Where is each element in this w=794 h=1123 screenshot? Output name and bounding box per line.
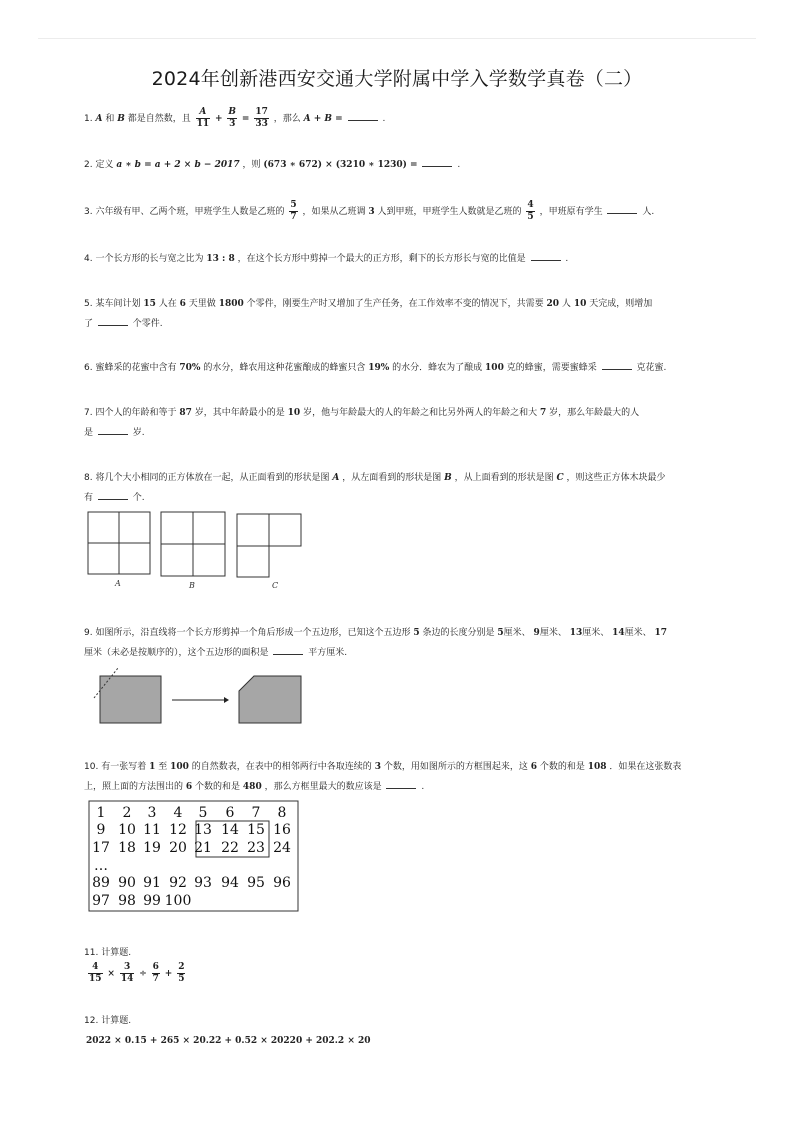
number: 14 bbox=[612, 628, 625, 638]
table-cell: 90 bbox=[118, 875, 136, 891]
table-cell: 20 bbox=[169, 840, 187, 856]
q-number: 1. bbox=[84, 114, 93, 124]
number: 3 bbox=[368, 207, 375, 217]
math-expr: a ∗ b = a + 2 × b − 2017 bbox=[116, 160, 240, 170]
table-cell: 92 bbox=[169, 875, 187, 891]
question-11 bbox=[84, 943, 714, 963]
table-cell: 93 bbox=[194, 875, 212, 891]
number: 480 bbox=[242, 782, 262, 792]
number: 17 bbox=[654, 628, 668, 638]
table-cell: 16 bbox=[273, 822, 291, 838]
q-number: 11. bbox=[84, 948, 99, 958]
question-10-line2 bbox=[84, 777, 714, 797]
page-title: 2024年创新港西安交通大学附属中学入学数学真卷（二） bbox=[151, 68, 643, 90]
q-number: 12. bbox=[84, 1016, 99, 1026]
view-b bbox=[161, 512, 225, 576]
q-text: 有一张写着 bbox=[101, 762, 147, 772]
number: 5 bbox=[413, 628, 420, 638]
q-number: 6. bbox=[84, 363, 93, 373]
question-6 bbox=[84, 358, 714, 378]
q-text: ，则这些正方体木块最少 bbox=[566, 473, 666, 483]
math-expr: (673 ∗ 672) × (3210 ∗ 1230) = bbox=[263, 160, 418, 170]
fig-label-c: C bbox=[272, 581, 279, 590]
q-text: 岁. bbox=[132, 428, 145, 438]
fraction: $\frac{A}{11}$ bbox=[196, 107, 210, 129]
fraction: $\frac{B}{3}$ bbox=[228, 107, 237, 129]
q-text: 的水分．蜂农为了酿成 bbox=[392, 363, 483, 373]
q-text: . bbox=[382, 114, 386, 124]
fraction: $\frac{5}{7}$ bbox=[290, 200, 297, 222]
table-cell: 100 bbox=[164, 893, 192, 909]
q-text: 某车间计划 bbox=[95, 299, 141, 309]
fraction: $\frac{4}{5}$ bbox=[527, 200, 534, 222]
table-cell: 14 bbox=[221, 822, 239, 838]
table-cell: 7 bbox=[251, 805, 261, 821]
question-12-expr: 2022 × 0.15 + 265 × 20.22 + 0.52 × 20220 + 202.2 × 20 bbox=[86, 1036, 371, 1046]
q-text: ，如果从乙班调 bbox=[302, 207, 366, 217]
question-12 bbox=[84, 1011, 714, 1031]
question-7 bbox=[84, 403, 714, 423]
q-text: 一个长方形的长与宽之比为 bbox=[95, 254, 204, 264]
number: 10 bbox=[287, 408, 301, 418]
q-text: 个零件，刚要生产时又增加了生产任务，在工作效率不变的情况下，共需要 bbox=[246, 299, 544, 309]
q-text: 如图所示，沿直线将一个长方形剪掉一个角后形成一个五边形，已知这个五边形 bbox=[95, 628, 411, 638]
number: 87 bbox=[179, 408, 192, 418]
q-text: 个数的和是 bbox=[195, 782, 241, 792]
number: 6 bbox=[530, 762, 537, 772]
q-text: 天里做 bbox=[188, 299, 216, 309]
q-text: ，从上面看到的形状是图 bbox=[454, 473, 554, 483]
number: 7 bbox=[539, 408, 547, 418]
table-cell: 99 bbox=[143, 893, 161, 909]
q-text: . bbox=[565, 254, 569, 264]
q-number: 3. bbox=[84, 207, 93, 217]
q-text: 厘米、 bbox=[624, 628, 652, 638]
q-text: 克花蜜. bbox=[636, 363, 667, 373]
table-cell: 95 bbox=[247, 875, 265, 891]
q-text: 岁，其中年龄最小的是 bbox=[194, 408, 285, 418]
var-b: B bbox=[444, 473, 452, 483]
q-text: 六年级有甲、乙两个班，甲班学生人数是乙班的 bbox=[95, 207, 285, 217]
q-text: ，则 bbox=[242, 160, 261, 170]
q-number: 9. bbox=[84, 628, 93, 638]
number: 13 bbox=[569, 628, 583, 638]
number-table bbox=[88, 800, 300, 914]
var-c: C bbox=[556, 473, 564, 483]
q-text: . bbox=[457, 160, 461, 170]
var-a: A bbox=[332, 473, 340, 483]
fraction: $\frac{2}{5}$ bbox=[178, 962, 185, 984]
ratio: 13 : 8 bbox=[206, 254, 235, 264]
q-text: 蜜蜂采的花蜜中含有 bbox=[95, 363, 177, 373]
table-cell: 9 bbox=[96, 822, 106, 838]
answer-blank[interactable] bbox=[602, 359, 632, 370]
table-cell: 10 bbox=[118, 822, 136, 838]
answer-blank[interactable] bbox=[98, 424, 128, 435]
var-b: B bbox=[117, 114, 125, 124]
answer-blank[interactable] bbox=[386, 778, 416, 789]
q-text: 至 bbox=[158, 762, 168, 772]
table-cell: … bbox=[94, 858, 108, 874]
number: 3 bbox=[374, 762, 381, 772]
question-1 bbox=[84, 107, 714, 130]
q-number: 10. bbox=[84, 762, 99, 772]
number: 19% bbox=[368, 363, 390, 373]
question-2 bbox=[84, 155, 714, 175]
number: 1800 bbox=[218, 299, 244, 309]
q-text: 和 bbox=[105, 114, 115, 124]
q-text: 厘米、 bbox=[582, 628, 610, 638]
table-cell: 94 bbox=[221, 875, 239, 891]
q-text: 厘米、 bbox=[539, 628, 567, 638]
q-text: 平方厘米. bbox=[308, 648, 348, 658]
number: 6 bbox=[185, 782, 193, 792]
table-cell: 6 bbox=[225, 805, 235, 821]
q-number: 4. bbox=[84, 254, 93, 264]
answer-blank[interactable] bbox=[98, 489, 128, 500]
number: 70% bbox=[179, 363, 201, 373]
q-text: 人 bbox=[561, 299, 571, 309]
number: 100 bbox=[485, 363, 504, 373]
question-8-line2 bbox=[84, 488, 714, 508]
q-number: 8. bbox=[84, 473, 93, 483]
q-text: 的自然数表，在表中的相邻两行中各取连续的 bbox=[191, 762, 372, 772]
answer-blank[interactable] bbox=[607, 203, 637, 214]
answer-blank[interactable] bbox=[273, 644, 303, 655]
question-9 bbox=[84, 623, 714, 643]
table-cell: 22 bbox=[221, 840, 239, 856]
q-text: 了 bbox=[84, 319, 94, 329]
number: 10 bbox=[573, 299, 587, 309]
q-text: 人在 bbox=[158, 299, 177, 309]
q-text: ，在这个长方形中剪掉一个最大的正方形，剩下的长方形长与宽的比值是 bbox=[237, 254, 526, 264]
number: 1 bbox=[149, 762, 156, 772]
table-cell: 97 bbox=[92, 893, 110, 909]
pentagon-shape bbox=[239, 676, 301, 723]
q-text: 条边的长度分别是 bbox=[422, 628, 495, 638]
table-cell: 17 bbox=[92, 840, 110, 856]
table-cell: 98 bbox=[118, 893, 136, 909]
table-cell: 2 bbox=[122, 805, 132, 821]
question-4 bbox=[84, 249, 714, 269]
pentagon-figure bbox=[86, 664, 306, 726]
table-cell: 15 bbox=[247, 822, 265, 838]
arrow-head bbox=[224, 697, 229, 703]
question-7-line2 bbox=[84, 423, 714, 443]
answer-blank[interactable] bbox=[98, 315, 128, 326]
q-text: 岁，他与年龄最大的人的年龄之和比另外两人的年龄之和大 bbox=[303, 408, 538, 418]
table-cell: 21 bbox=[194, 840, 212, 856]
q-text: ，甲班原有学生 bbox=[539, 207, 603, 217]
q-number: 2. bbox=[84, 160, 93, 170]
table-cell: 18 bbox=[118, 840, 136, 856]
view-c bbox=[237, 514, 301, 577]
operator: + bbox=[164, 969, 173, 979]
question-3 bbox=[84, 200, 714, 223]
rectangle-shape bbox=[100, 676, 161, 723]
answer-blank[interactable] bbox=[422, 156, 452, 167]
q-text: ．如果在这张数表 bbox=[609, 762, 682, 772]
table-cell: 1 bbox=[96, 805, 106, 821]
fig-label-b: B bbox=[189, 581, 195, 590]
number: 20 bbox=[546, 299, 560, 309]
q-text: 将几个大小相同的正方体放在一起，从正面看到的形状是图 bbox=[95, 473, 330, 483]
header-rule bbox=[38, 38, 756, 39]
table-cell: 12 bbox=[169, 822, 187, 838]
q-number: 5. bbox=[84, 299, 93, 309]
q-text: 计算题. bbox=[101, 948, 132, 958]
fraction: $\frac{17}{33}$ bbox=[255, 107, 268, 129]
question-5 bbox=[84, 294, 714, 314]
operator: ÷ bbox=[139, 969, 147, 979]
table-cell: 4 bbox=[173, 805, 183, 821]
math-expr: A + B = bbox=[303, 114, 343, 124]
answer-blank[interactable] bbox=[348, 110, 378, 121]
q-text: 都是自然数，且 bbox=[127, 114, 191, 124]
q-text: 的水分，蜂农用这种花蜜酿成的蜂蜜只含 bbox=[203, 363, 366, 373]
operator: × bbox=[107, 969, 115, 979]
q-text: 个零件. bbox=[132, 319, 163, 329]
fraction: $\frac{3}{14}$ bbox=[120, 962, 134, 984]
table-cell: 13 bbox=[194, 822, 212, 838]
table-cell: 19 bbox=[143, 840, 161, 856]
q-text: 四个人的年龄和等于 bbox=[95, 408, 177, 418]
operator: = bbox=[241, 114, 250, 124]
q-text: ，那么 bbox=[273, 114, 301, 124]
table-cell: 89 bbox=[92, 875, 110, 891]
q-text: 克的蜂蜜，需要蜜蜂采 bbox=[506, 363, 597, 373]
q-text: ，从左面看到的形状是图 bbox=[342, 473, 442, 483]
var-a: A bbox=[95, 114, 103, 124]
q-text: 计算题. bbox=[101, 1016, 132, 1026]
q-text: 个. bbox=[132, 493, 145, 503]
q-text: 上，照上面的方法围出的 bbox=[84, 782, 184, 792]
fraction: $\frac{6}{7}$ bbox=[152, 962, 159, 984]
number: 5 bbox=[497, 628, 504, 638]
answer-blank[interactable] bbox=[531, 250, 561, 261]
q-text: 厘米（未必是按顺序的），这个五边形的面积是 bbox=[84, 648, 269, 658]
cube-views-figure bbox=[84, 508, 314, 592]
table-cell: 23 bbox=[247, 840, 265, 856]
q-text: 岁，那么年龄最大的人 bbox=[549, 408, 640, 418]
q-text: . bbox=[421, 782, 425, 792]
table-cell: 11 bbox=[143, 822, 161, 838]
q-text: 是 bbox=[84, 428, 94, 438]
q-text: 个数，用如图所示的方框围起来，这 bbox=[383, 762, 528, 772]
table-cell: 96 bbox=[273, 875, 291, 891]
q-text: ，那么方框里最大的数应该是 bbox=[264, 782, 382, 792]
table-cell: 8 bbox=[277, 805, 287, 821]
q-text: 天完成，则增加 bbox=[589, 299, 653, 309]
fraction: $\frac{4}{15}$ bbox=[89, 962, 102, 984]
view-a bbox=[88, 512, 150, 574]
q-text: 厘米、 bbox=[503, 628, 531, 638]
q-text: 人到甲班，甲班学生人数就是乙班的 bbox=[377, 207, 522, 217]
number: 6 bbox=[179, 299, 186, 309]
q-text: 定义 bbox=[95, 160, 114, 170]
number: 108 bbox=[587, 762, 607, 772]
q-number: 7. bbox=[84, 408, 93, 418]
question-10 bbox=[84, 757, 714, 777]
fig-label-a: A bbox=[115, 579, 121, 588]
q-text: 个数的和是 bbox=[539, 762, 585, 772]
question-5-line2 bbox=[84, 314, 714, 334]
q-text: 人. bbox=[642, 207, 655, 217]
table-cell: 5 bbox=[198, 805, 208, 821]
operator: + bbox=[215, 114, 223, 124]
table-cell: 24 bbox=[273, 840, 291, 856]
q-text: 有 bbox=[84, 493, 94, 503]
question-11-expr bbox=[86, 962, 716, 986]
question-8 bbox=[84, 468, 714, 488]
table-cell: 91 bbox=[143, 875, 161, 891]
number: 15 bbox=[143, 299, 156, 309]
number: 100 bbox=[170, 762, 189, 772]
table-cell: 3 bbox=[147, 805, 157, 821]
question-9-line2 bbox=[84, 643, 714, 663]
number: 9 bbox=[533, 628, 540, 638]
